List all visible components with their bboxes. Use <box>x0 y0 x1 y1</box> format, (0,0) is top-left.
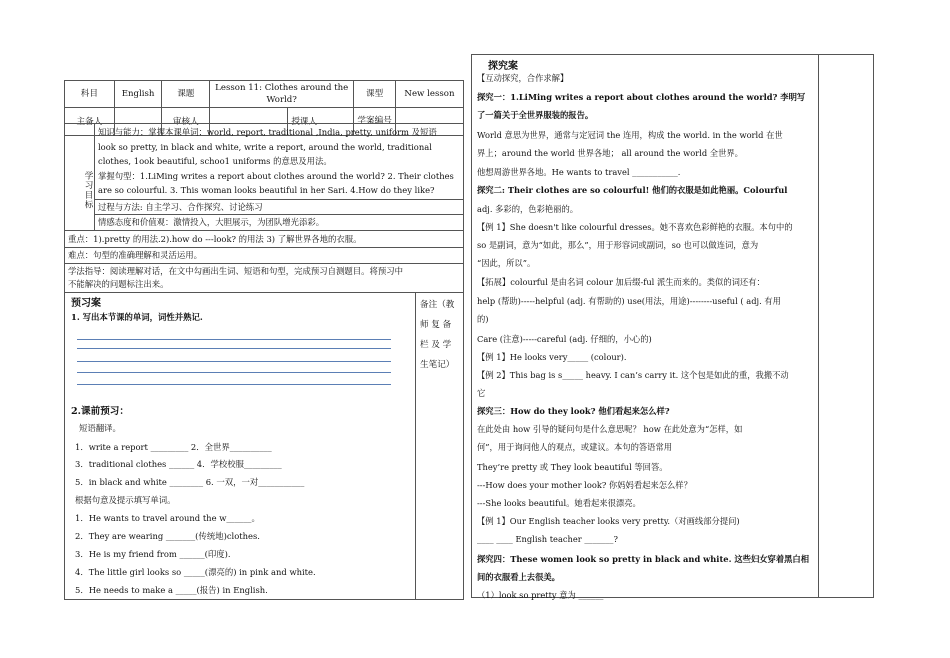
explore-line: Care (注意)-----careful (adj. 仔细的，小心的) <box>477 334 652 344</box>
notes-line: 生笔记） <box>420 360 455 370</box>
goal-knowledge-line: clothes, 1ook beautiful, schoo1 uniforms 的意思及用法。 <box>98 156 332 167</box>
explore-line: 【例 1】Our English teacher looks very pretty.（对画线部分提问) <box>477 516 740 526</box>
key-points: 重点：1).pretty 的用法.2).how do ---look? 的用法 3) 了解世界各地的衣服。 <box>64 230 464 248</box>
explore-line: World 意思为世界，通常与定冠词 the 连用，构成 the world. in the world 在世 <box>477 130 783 140</box>
goal-knowledge-line: are so colourful. 3. This woman looks beautiful in her Sari. 4.How do they like? <box>98 185 435 196</box>
fill-item: 4．The little girl looks so _____(漂亮的) in pink and white. <box>75 567 316 577</box>
plan-no-label: 学案编号 <box>354 108 396 136</box>
notes-line: 备注（教 <box>420 300 455 310</box>
explore-line: 它 <box>477 388 486 398</box>
explore-line: 了一篇关于全世界服装的报告。 <box>477 110 594 120</box>
type-value: New lesson <box>395 81 463 108</box>
guidance-line: 不能解决的问题标注出来。 <box>68 279 169 289</box>
notes-column <box>416 292 464 600</box>
fill-item: 1．He wants to travel around the w______。 <box>75 513 260 523</box>
teacher-label: 授课人 <box>291 116 318 127</box>
subject-value: English <box>114 81 162 108</box>
explore-line: “因此，所以”。 <box>477 258 536 268</box>
writing-line[interactable] <box>77 348 391 349</box>
translate-item: 5．in black and white ________ 6. 一双，一对___________ <box>75 477 305 487</box>
explore-line: 【例 2】This bag is s_____ heavy. I can’s carry it. 这个包是如此的重，我搬不动 <box>477 370 789 380</box>
goal-emotion: 情感态度和价值观：激情投入，大胆展示，为团队增光添彩。 <box>98 217 325 227</box>
fill-label: 根据句意及提示填写单词。 <box>75 495 176 505</box>
explore-line: help (帮助)-----helpful (adj. 有帮助的) use(用法，用途)--------useful ( adj. 有用 <box>477 296 781 306</box>
writing-line[interactable] <box>77 339 391 340</box>
difficulty: 难点：句型的准确理解和灵活运用。 <box>64 247 464 264</box>
explore-title: 探究案 <box>488 61 518 72</box>
explore-line: 何”，用于询问他人的观点，或建议。本句的答语常用 <box>477 442 673 452</box>
explore-line: 界上；around the world 世界各地； all around the world 全世界。 <box>477 148 743 158</box>
explore-line: 探究三：How do they look? 他们看起来怎么样? <box>477 406 670 416</box>
notes-line: 栏 及 学 <box>420 340 452 350</box>
author-label: 主备人 <box>65 108 115 136</box>
explore-line: They’re pretty 或 They look beautiful 等回答。 <box>477 462 668 472</box>
explore-line: 探究一：1.LiMing writes a report about clothes around the world? 李明写 <box>477 92 806 102</box>
explore-line: ---How does your mother look? 你妈妈看起来怎么样？ <box>477 480 692 490</box>
reviewer-label: 审核人 <box>162 108 210 136</box>
preview-title: 预习案 <box>71 298 101 309</box>
explore-line: 探究四：These women look so pretty in black and white. 这些妇女穿着黑白相 <box>477 554 810 564</box>
writing-line[interactable] <box>77 372 391 373</box>
goal-knowledge-line: 掌握句型：1.LiMing writes a report about clothes around the world? 2. Their clothes <box>98 170 454 181</box>
fill-item: 2．They are wearing _______(传统地)clothes. <box>75 531 260 541</box>
translate-item: 1．write a report _________ 2．全世界__________ <box>75 442 272 452</box>
translate-item: 3．traditional clothes ______ 4．学校校服_________ <box>75 459 282 469</box>
goal-knowledge-line: 知识与能力：掌握本课单词：world, report, traditional ,India, pretty, uniform 及短语 <box>98 127 437 137</box>
preview-section <box>64 292 416 600</box>
fill-item: 5．He needs to make a _____(报告) in English. <box>75 585 268 595</box>
explore-line: ____ ____ English teacher _______? <box>477 534 618 544</box>
task1-heading: 1. 写出本节课的单词，词性并熟记. <box>71 312 203 322</box>
explore-line: ---She looks beautiful。她看起来很漂亮。 <box>477 498 641 508</box>
goal-knowledge-line: look so pretty, in black and white, write a report, around the world, traditional <box>98 141 432 152</box>
goal-knowledge <box>95 124 463 200</box>
explore-line: 的) <box>477 314 489 324</box>
explore-line: 【例 1】He looks very_____ (colour). <box>477 352 627 362</box>
explore-section <box>471 54 819 598</box>
explore-line: 【互动探究，合作求解】 <box>477 73 569 83</box>
explore-line: 【拓展】colourful 是由名词 colour 加后缀-ful 派生而来的。类似的词还有： <box>477 277 765 287</box>
notes-line: 师 复 备 <box>420 320 452 330</box>
goals-block <box>64 123 464 231</box>
fill-item: 3．He is my friend from ______(印度). <box>75 549 231 559</box>
task2-heading: 2.课前预习： <box>71 406 129 417</box>
type-label: 课型 <box>354 81 396 108</box>
goals-label: 学习目标 <box>65 124 95 230</box>
explore-line: so 是副词，意为“如此，那么”，用于形容词或副词，so 也可以做连词，意为 <box>477 240 759 250</box>
topic-label: 课题 <box>162 81 210 108</box>
explore-line: 在此处由 how 引导的疑问句是什么意思呢？ how 在此处意为“怎样，如 <box>477 424 743 434</box>
explore-line: 探究二: Their clothes are so colourful! 他们的衣服是如此艳丽。Colourful <box>477 185 788 195</box>
translate-label: 短语翻译。 <box>79 423 121 433</box>
explore-line: adj. 多彩的，色彩艳丽的。 <box>477 204 579 214</box>
subject-label: 科目 <box>65 81 115 108</box>
explore-line: 间的衣服看上去很美。 <box>477 572 560 582</box>
goal-process: 过程与方法: 自主学习、合作探究、讨论练习 <box>95 200 463 215</box>
study-guidance <box>64 263 464 293</box>
guidance-line: 学法指导：阅读理解对话，在文中勾画出生词、短语和句型，完成预习自测题目。将预习中 <box>68 266 403 276</box>
explore-notes-column <box>819 54 874 598</box>
topic-value: Lesson 11: Clothes around the World? <box>210 81 354 108</box>
explore-line: （1）look so pretty 意为 ______ <box>477 590 604 600</box>
explore-line: 【例 1】She doesn't like colourful dresses。她不喜欢色彩鲜艳的衣服。本句中的 <box>477 222 793 232</box>
explore-line: 他想周游世界各地。He wants to travel ___________. <box>477 167 681 177</box>
writing-line[interactable] <box>77 361 391 362</box>
writing-line[interactable] <box>77 384 391 385</box>
